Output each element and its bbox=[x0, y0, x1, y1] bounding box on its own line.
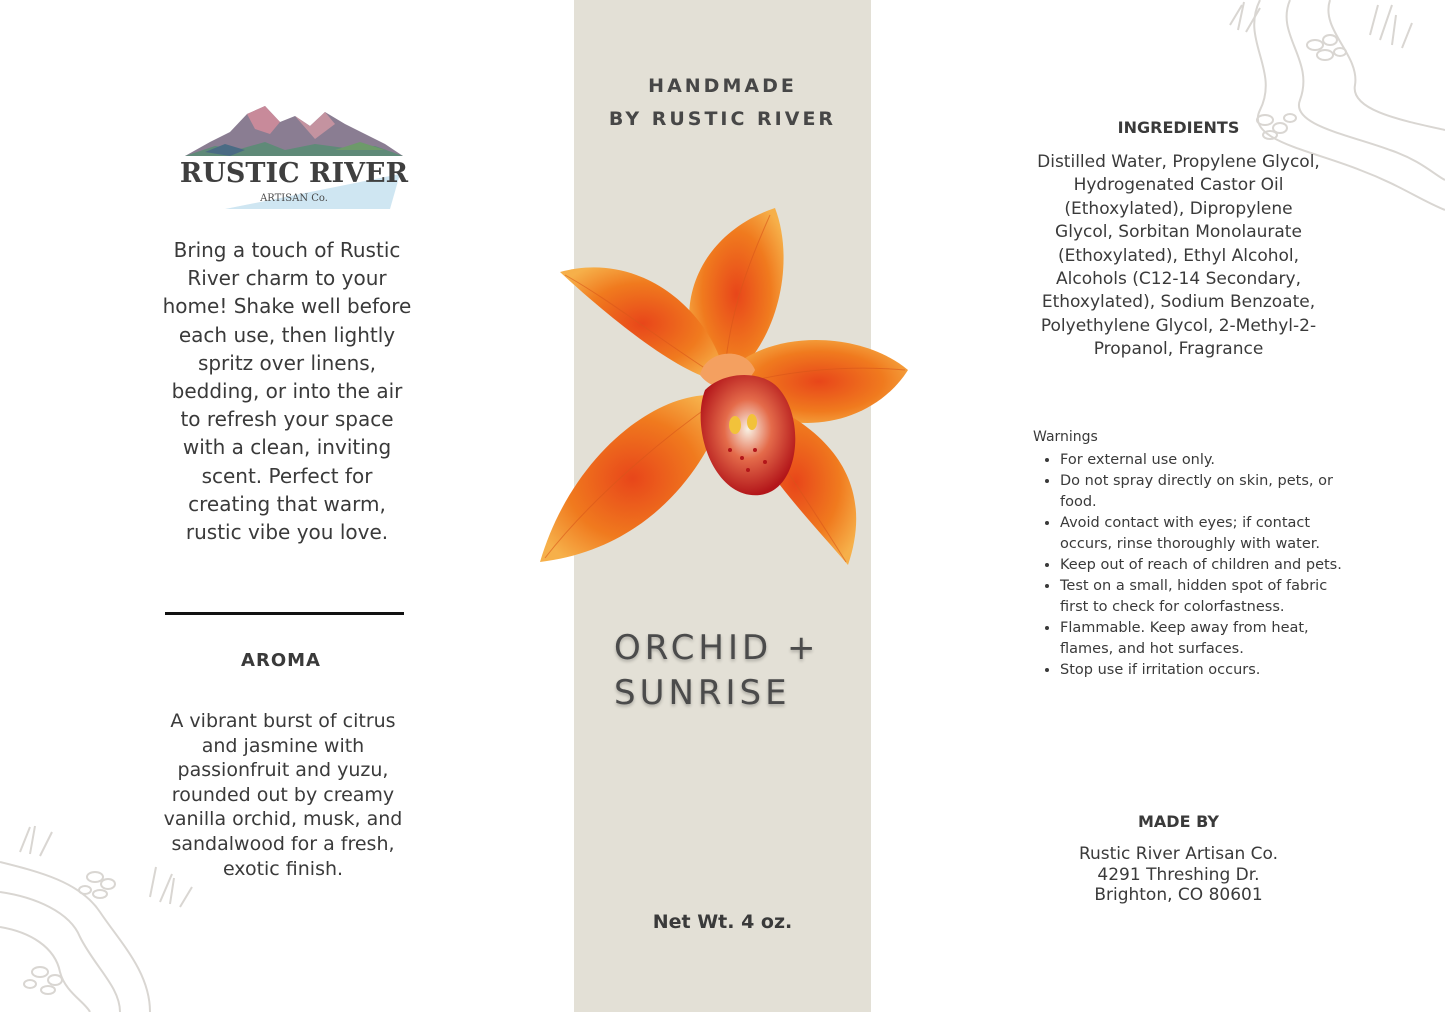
warning-item: • For external use only. bbox=[1060, 450, 1360, 471]
warning-item: • Keep out of reach of children and pets. bbox=[1060, 555, 1360, 576]
made-by-city: Brighton, CO 80601 bbox=[1094, 885, 1263, 905]
made-by-street: 4291 Threshing Dr. bbox=[1097, 864, 1260, 885]
product-name bbox=[614, 626, 864, 716]
warning-item: • Stop use if irritation occurs. bbox=[1060, 660, 1360, 681]
handmade-line-1: HANDMADE bbox=[648, 75, 797, 97]
brand-subtitle: ARTISAN Co. bbox=[260, 193, 328, 204]
warnings-label: Warnings bbox=[1033, 429, 1098, 445]
made-by-company: Rustic River Artisan Co. bbox=[1078, 844, 1279, 864]
ingredients-heading: INGREDIENTS bbox=[1117, 118, 1240, 137]
aroma-heading: AROMA bbox=[241, 650, 321, 671]
product-name-line-2: SUNRISE bbox=[614, 673, 791, 713]
orchid-flower-illustration bbox=[530, 200, 915, 575]
brand-name: RUSTIC RIVER bbox=[179, 158, 409, 189]
handmade-line-2: BY RUSTIC RIVER bbox=[608, 108, 837, 130]
warning-item: • Flammable. Keep away from heat, flames, and hot surfaces. bbox=[1060, 618, 1360, 660]
aroma-text: A vibrant burst of citrus and jasmine with passionfruit and yuzu, rounded out by creamy vanilla orchid, musk, and sandalwood for a fresh, exotic finish. bbox=[163, 710, 403, 880]
intro-text: Bring a touch of Rustic River charm to your home! Shake well before each use, then lightly spritz over linens, bedding, or into the air to refresh your space with a clean, inviting scent. Perfect for creating that warm, rustic vibe you love. bbox=[162, 238, 412, 545]
ingredients-text: Distilled Water, Propylene Glycol, Hydrogenated Castor Oil (Ethoxylated), Dipropylene Glycol, Sorbitan Monolaurate (Ethoxylated), Ethyl Alcohol, Alcohols (C12-14 Secondary, Ethoxylated), Sodium Benzoate, Polyethylene Glycol, 2-Methyl-2-Propanol, Fragrance bbox=[1037, 152, 1320, 360]
warning-item: • Test on a small, hidden spot of fabric first to check for colorfastness. bbox=[1060, 576, 1360, 618]
made-by-address bbox=[1035, 844, 1322, 906]
warning-item: • Avoid contact with eyes; if contact occurs, rinse thoroughly with water. bbox=[1060, 513, 1360, 555]
warning-item: • Do not spray directly on skin, pets, or food. bbox=[1060, 471, 1360, 513]
divider bbox=[165, 612, 404, 615]
product-name-line-1: ORCHID + bbox=[614, 628, 820, 668]
made-by-heading: MADE BY bbox=[1138, 812, 1219, 831]
warnings-list bbox=[1035, 450, 1360, 681]
handmade-tagline bbox=[574, 70, 871, 136]
net-weight: Net Wt. 4 oz. bbox=[652, 911, 793, 933]
